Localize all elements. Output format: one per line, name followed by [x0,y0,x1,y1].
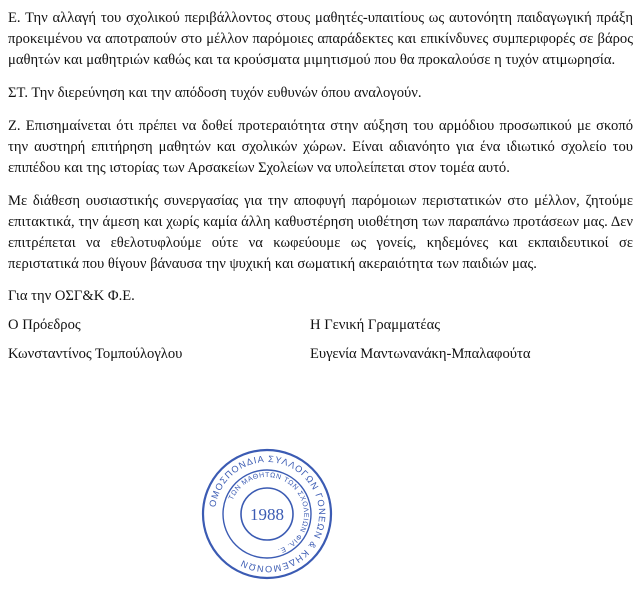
stamp-inner-text: ΤΩΝ ΜΑΘΗΤΩΝ ΤΩΝ ΣΧΟΛΕΙΩΝ ΦΙΛ. Ε. [227,471,310,555]
stamp-outer-text: ΟΜΟΣΠΟΝΔΙΑ ΣΥΛΛΟΓΩΝ ΓΟΝΕΩΝ & ΚΗΔΕΜΟΝΩΝ [207,453,328,575]
signature-roles [8,315,633,336]
stamp-seal-icon [199,446,335,582]
letter-body [8,8,633,373]
organization-line [8,286,633,307]
paragraph-closing: Με διάθεση ουσιαστικής συνεργασίας για την αποφυγή παρόμοιων περιστατικών στο μέλλον, ζητούμε επιτακτικά, την άμεση και χωρίς καμία άλλη καθυστέρηση υιοθέτηση των παραπάνω προτάσεων μας. Δεν επιτρέπεται να εθελοτυφλούμε ούτε να κωφεύουμε ως γονείς, κηδεμόνες και εκπαιδευτικοί σε περιστατικά που θίγουν βάναυσα την ψυχική και σωματική ακεραιότητα των παιδιών μας. [8,193,633,272]
paragraph-e: Ε. Την αλλαγή του σχολικού περιβάλλοντος στους μαθητές-υπαιτίους ως αυτονόητη παιδαγωγική πράξη προκειμένου να αποτραπούν στο μέλλον παρόμοιες απαράδεκτες και επικίνδυνες συμπεριφορές σε βάρος μαθητών και μαθητριών καθώς και τα κρούσματα μιμητισμού που θα προκαλούσε η τυχόν ατιμωρησία. [8,10,633,68]
official-stamp [199,446,335,582]
signature-names [8,344,633,365]
paragraph-z: Ζ. Επισημαίνεται ότι πρέπει να δοθεί προτεραιότητα στην αύξηση του αρμόδιου προσωπικού με σκοπό την αυστηρή επιτήρηση μαθητών και σχολικών χώρων. Είναι αδιανόητο για ένα ιδιωτικό σχολείο του επιπέδου και της ιστορίας των Αρσακείων Σχολείων να υπολείπεται στον τομέα αυτό. [8,118,633,176]
secretary-role: Η Γενική Γραμματέας [310,317,440,333]
president-name: Κωνσταντίνος Τομπούλογλου [8,346,183,362]
paragraph-st: ΣΤ. Την διερεύνηση και την απόδοση τυχόν ευθυνών όπου αναλογούν. [8,85,422,101]
secretary-name: Ευγενία Μαντωνανάκη-Μπαλαφούτα [310,346,531,362]
stamp-year: 1988 [250,505,284,524]
org-name: Για την ΟΣΓ&Κ Φ.Ε. [8,288,135,304]
president-role: Ο Πρόεδρος [8,317,81,333]
